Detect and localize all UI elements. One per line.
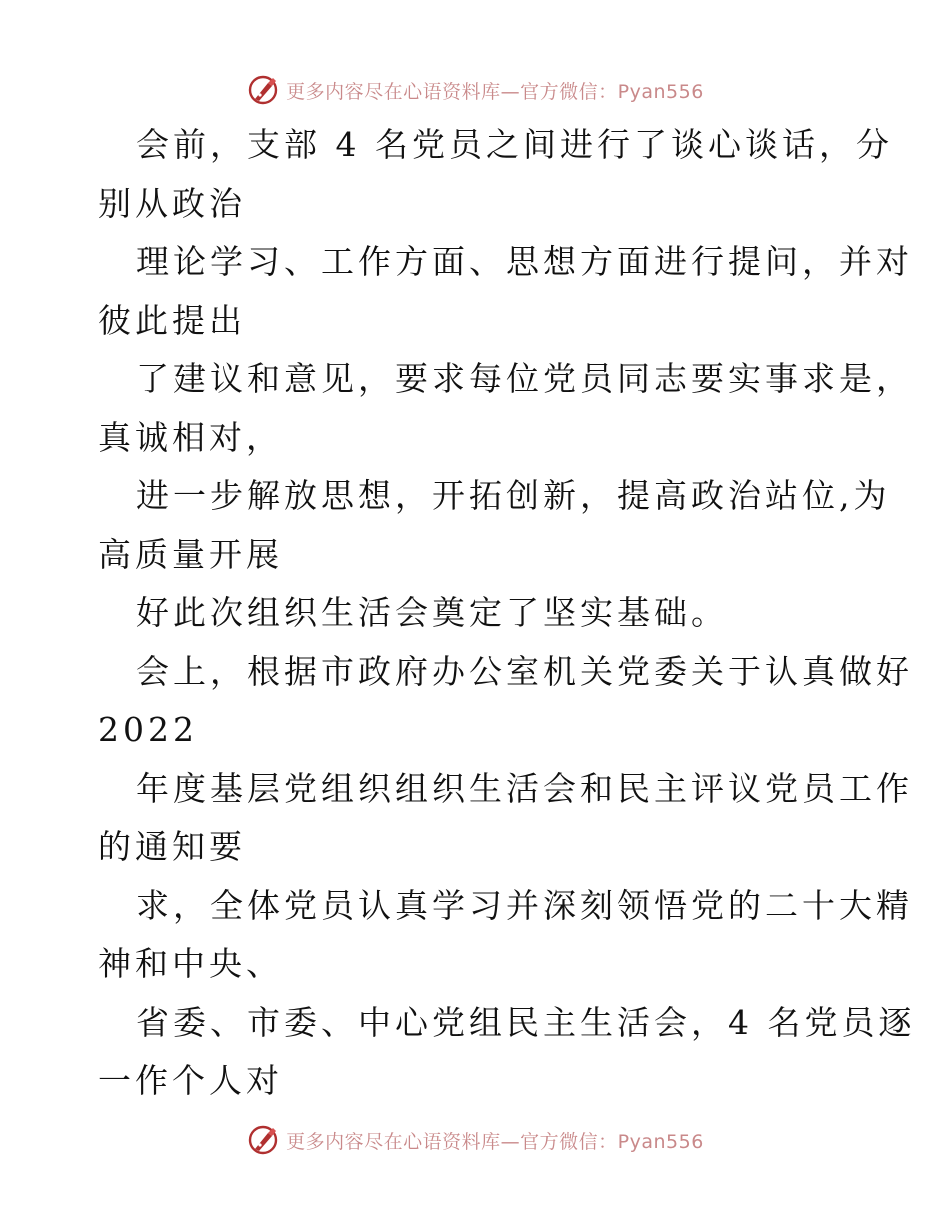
text-line: 高质量开展 (98, 534, 283, 574)
pen-nib-logo-icon (246, 73, 280, 107)
footer-watermark (0, 1120, 950, 1160)
text-line: 省委、市委、中心党组民主生活会，4 名党员逐 (136, 1002, 916, 1042)
text-line: 彼此提出 (98, 300, 246, 340)
text-line: 会上，根据市政府办公室机关党委关于认真做好 (136, 651, 913, 691)
text-line: 的通知要 (98, 827, 246, 866)
text-line: 神和中央、 (98, 944, 283, 983)
text-line: 理论学习、工作方面、思想方面进行提问，并对 (136, 242, 913, 281)
watermark-text: 更多内容尽在心语资料库—官方微信：Pyan556 (286, 1130, 704, 1153)
text-line: 进一步解放思想，开拓创新，提高政治站位,为 (136, 476, 891, 515)
header-watermark (0, 70, 950, 110)
text-line: 别从政治 (98, 183, 246, 223)
document-body (98, 116, 916, 1111)
text-line: 一作个人对 (98, 1061, 283, 1100)
text-line: 会前，支部 4 名党员之间进行了谈心谈话，分 (136, 125, 893, 164)
text-line: 真诚相对， (98, 417, 283, 457)
watermark-text: 更多内容尽在心语资料库—官方微信：Pyan556 (286, 80, 704, 103)
text-line: 年度基层党组织组织生活会和民主评议党员工作 (136, 768, 913, 808)
pen-nib-logo-icon (246, 1123, 280, 1157)
text-line: 好此次组织生活会奠定了坚实基础。 (136, 593, 728, 632)
text-line: 了建议和意见，要求每位党员同志要实事求是， (136, 359, 913, 398)
text-line: 2022 (98, 710, 198, 749)
text-line: 求，全体党员认真学习并深刻领悟党的二十大精 (136, 885, 913, 925)
